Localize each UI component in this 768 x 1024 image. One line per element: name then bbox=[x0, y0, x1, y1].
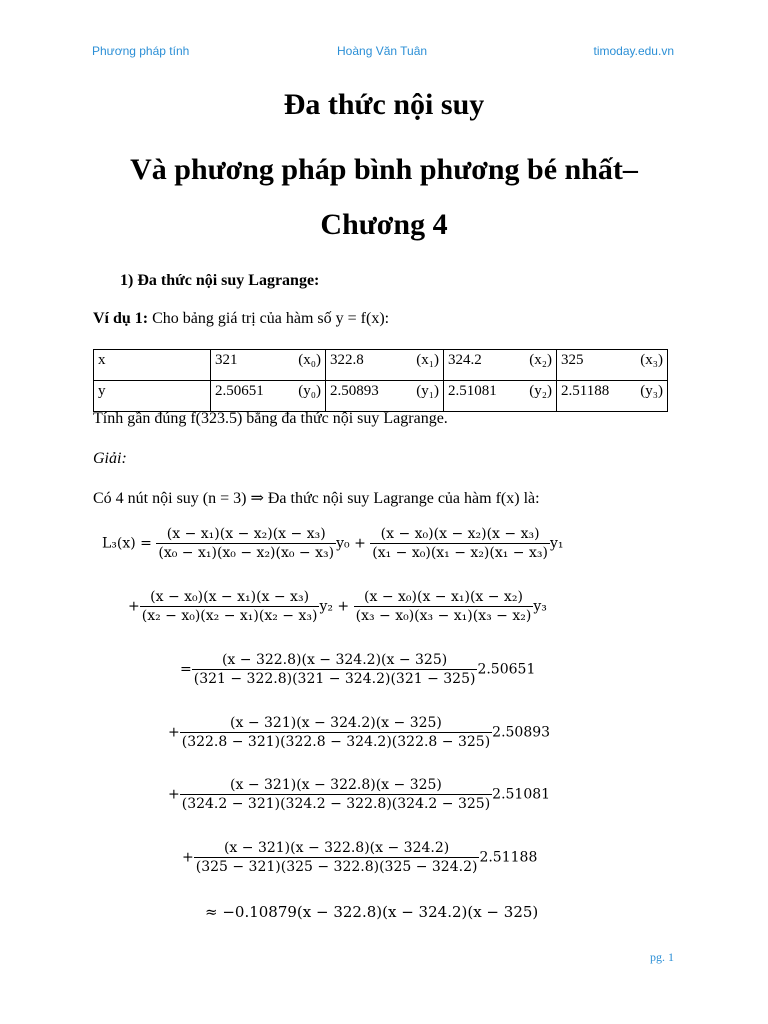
result-line: ≈ −0.10879(x − 322.8)(x − 324.2)(x − 325) bbox=[205, 903, 539, 921]
solution-label: Giải: bbox=[93, 450, 127, 467]
task-text: Tính gần đúng f(323.5) bằng đa thức nội suy Lagrange. bbox=[93, 410, 448, 427]
page-number: pg. 1 bbox=[650, 950, 674, 964]
document-title: Đa thức nội suy bbox=[283, 88, 485, 121]
numeric-line-3: + $\frac{(x - 321)(x - 322.8)(x - 325)}{(324.2 - 321)(324.2 - 322.8)(324.2 - 325)}$ 2.51081 bbox=[168, 777, 551, 812]
section-heading: 1) Đa thức nội suy Lagrange: bbox=[120, 272, 320, 289]
lagrange-line-2: + $\frac{\text{(x − x₀)(x − x₁)(x − x₃)}}{\text{(x₂ − x₀)(x₂ − x₁)(x₂ − x₃)}}$ y₂ + $\frac{\text{(x − x₀)(x − x₁)(x − x₂)}}{\text{(x₃ − x₀)(x₃ − x₁)(x₃ − x₂)}}$ y₃ bbox=[128, 589, 547, 624]
table-cell: 2.51081 (y₂) bbox=[444, 381, 557, 412]
table-row bbox=[94, 350, 668, 381]
example-intro bbox=[93, 310, 389, 328]
lagrange-line-1: L₃(x) = $\frac{\text{(x − x₁)(x − x₂)(x − x₃)}}{\text{(x₀ − x₁)(x₀ − x₂)(x₀ − x₃)}}$ y₀ + $\frac{\text{(x − x₀)(x − x₂)(x − x₃)}}{\text{(x₁ − x₀)(x₁ − x₂)(x₁ − x₃)}}$ y₁ bbox=[102, 526, 564, 561]
fraction: $\frac{\text{(x − x₀)(x − x₂)(x − x₃)}}{\text{(x₁ − x₀)(x₁ − x₂)(x₁ − x₃)}}$ bbox=[372, 526, 548, 561]
table-cell: y bbox=[94, 381, 211, 412]
table-cell: 324.2 (x₂) bbox=[444, 350, 557, 381]
example-text: Cho bảng giá trị của hàm số y = f(x): bbox=[148, 310, 390, 327]
fraction: $\frac{(x - 322.8)(x - 324.2)(x - 325)}{(321 - 322.8)(321 - 324.2)(321 - 325)}$ bbox=[193, 652, 476, 687]
table-cell: 2.50651 (y₀) bbox=[211, 381, 326, 412]
table-row bbox=[94, 381, 668, 412]
table-cell: 322.8 (x₁) bbox=[326, 350, 444, 381]
example-label: Ví dụ 1: bbox=[93, 310, 149, 327]
table-cell: 2.50893 (y₁) bbox=[326, 381, 444, 412]
value-table bbox=[93, 349, 668, 412]
numeric-line-1: = $\frac{(x - 322.8)(x - 324.2)(x - 325)}{(321 - 322.8)(321 - 324.2)(321 - 325)}$ 2.50651 bbox=[180, 652, 536, 687]
fraction: $\frac{\text{(x − x₀)(x − x₁)(x − x₂)}}{\text{(x₃ − x₀)(x₃ − x₁)(x₃ − x₂)}}$ bbox=[355, 589, 532, 624]
fraction: $\frac{\text{(x − x₁)(x − x₂)(x − x₃)}}{\text{(x₀ − x₁)(x₀ − x₂)(x₀ − x₃)}}$ bbox=[158, 526, 335, 561]
intro-text: Có 4 nút nội suy (n = 3) ⇒ Đa thức nội suy Lagrange của hàm f(x) là: bbox=[93, 490, 540, 507]
fraction: $\frac{(x - 321)(x - 324.2)(x - 325)}{(322.8 - 321)(322.8 - 324.2)(322.8 - 325)}$ bbox=[181, 715, 491, 750]
table-cell: 321 (x₀) bbox=[211, 350, 326, 381]
numeric-line-2: + $\frac{(x - 321)(x - 324.2)(x - 325)}{(322.8 - 321)(322.8 - 324.2)(322.8 - 325)}$ 2.50893 bbox=[168, 715, 551, 750]
chapter-title: Chương 4 bbox=[320, 208, 448, 241]
table-cell: 325 (x₃) bbox=[557, 350, 668, 381]
fraction: $\frac{(x - 321)(x - 322.8)(x - 324.2)}{(325 - 321)(325 - 322.8)(325 - 324.2)}$ bbox=[195, 840, 478, 875]
fraction: $\frac{\text{(x − x₀)(x − x₁)(x − x₃)}}{\text{(x₂ − x₀)(x₂ − x₁)(x₂ − x₃)}}$ bbox=[141, 589, 318, 624]
header-left: Phương pháp tính bbox=[92, 44, 190, 58]
formula-lhs: L₃(x) = bbox=[102, 535, 152, 552]
table-cell: 2.51188 (y₃) bbox=[557, 381, 668, 412]
numeric-line-4: + $\frac{(x - 321)(x - 322.8)(x - 324.2)}{(325 - 321)(325 - 322.8)(325 - 324.2)}$ 2.51188 bbox=[182, 840, 538, 875]
header-author: Hoàng Văn Tuân bbox=[337, 44, 428, 58]
document-subtitle: Và phương pháp bình phương bé nhất– bbox=[130, 153, 638, 186]
header-website: timoday.edu.vn bbox=[593, 44, 674, 58]
fraction: $\frac{(x - 321)(x - 322.8)(x - 325)}{(324.2 - 321)(324.2 - 322.8)(324.2 - 325)}$ bbox=[181, 777, 491, 812]
table-cell: x bbox=[94, 350, 211, 381]
